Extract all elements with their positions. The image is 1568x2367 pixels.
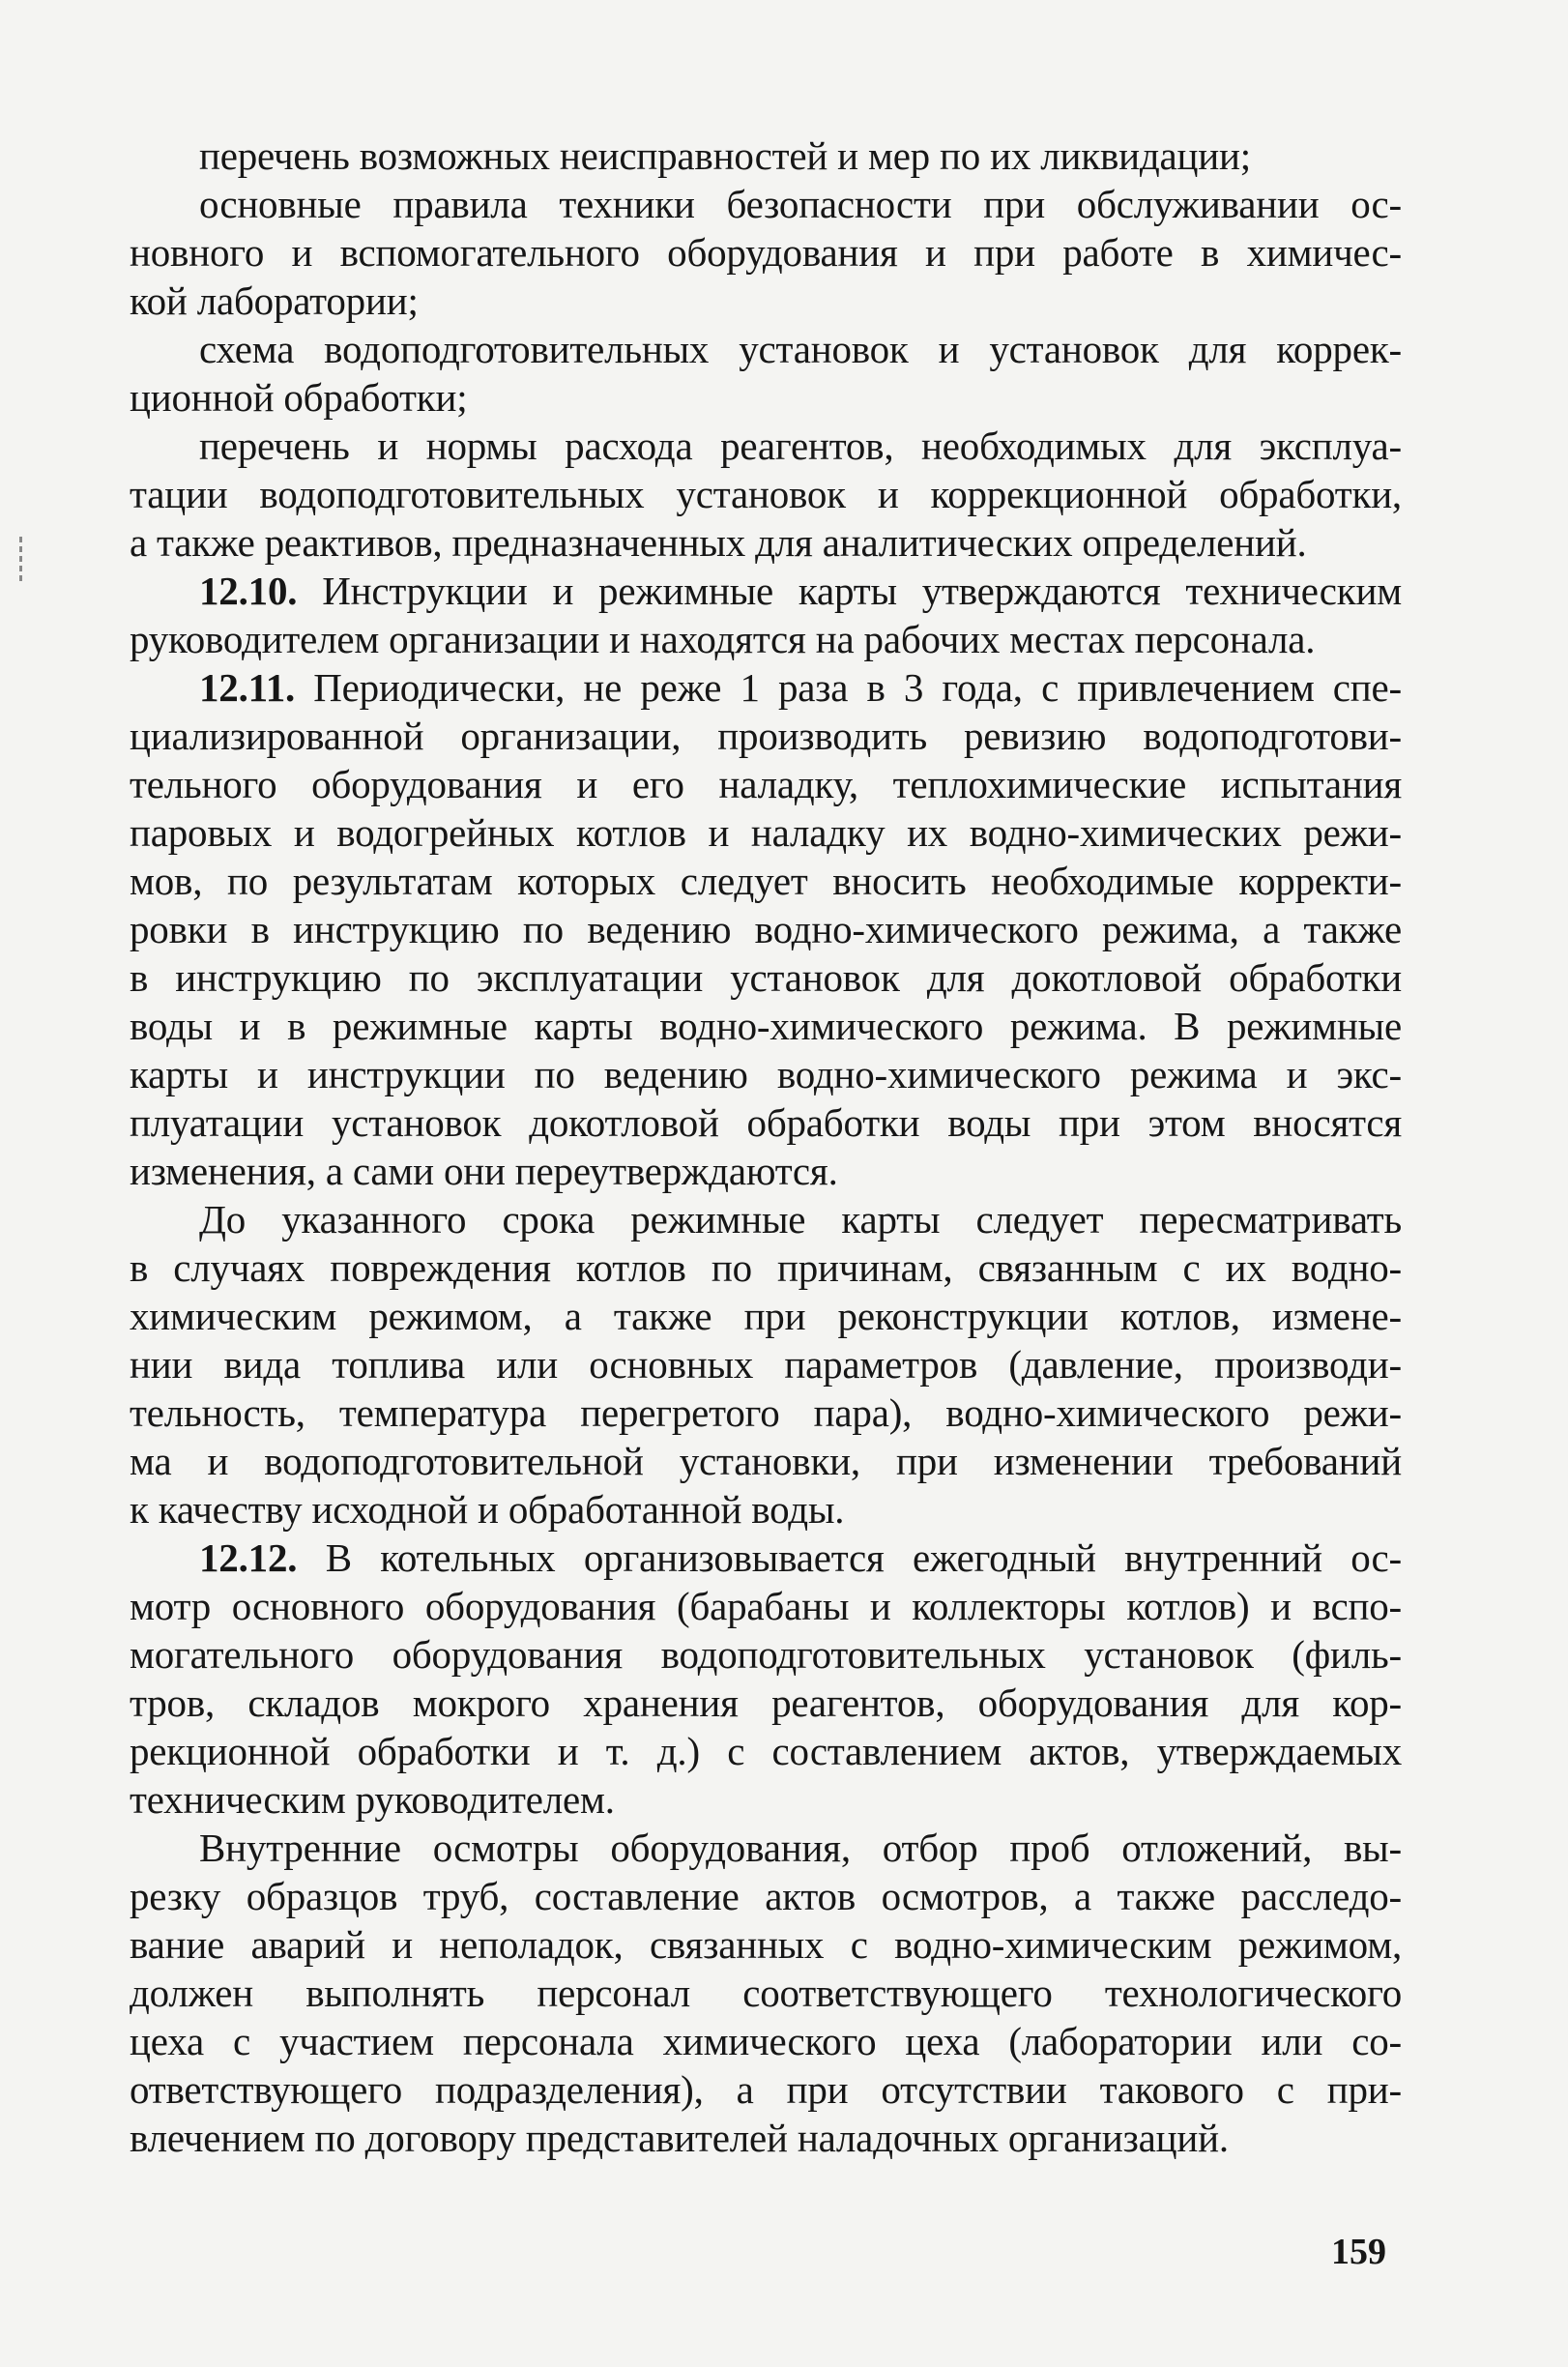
text-line: химическим режимом, а также при реконструкции котлов, измене- (130, 1294, 1402, 1338)
binding-mark (19, 556, 22, 562)
clause-paragraph (130, 567, 1402, 663)
text-line: перечень возможных неисправностей и мер по их ликвидации; (199, 133, 1251, 178)
text-line: тров, складов мокрого хранения реагентов, оборудования для кор- (130, 1680, 1402, 1725)
text-line: До указанного срока режимные карты следует пересматривать (199, 1197, 1402, 1242)
clause-paragraph (130, 1534, 1402, 1824)
text-line: вание аварий и неполадок, связанных с водно-химическим режимом, (130, 1922, 1402, 1967)
text-line (130, 1534, 1402, 1582)
paragraph (130, 132, 1402, 180)
text-line: тельного оборудования и его наладку, теплохимические испытания (130, 762, 1402, 806)
text-line: к качеству исходной и обработанной воды. (130, 1487, 845, 1532)
text-line: циализированной организации, производить ревизию водоподготови- (130, 714, 1402, 758)
text-line: мов, по результатам которых следует вносить необходимые корректи- (130, 859, 1402, 903)
text-line: тельность, температура перегретого пара), водно-химического режи- (130, 1390, 1402, 1435)
clause-text: Инструкции и режимные карты утверждаются техническим (297, 569, 1402, 613)
text-line: ровки в инструкцию по ведению водно-химического режима, а также (130, 907, 1402, 951)
text-line: Внутренние осмотры оборудования, отбор проб отложений, вы- (199, 1826, 1402, 1870)
text-line: основные правила техники безопасности при обслуживании ос- (199, 182, 1402, 226)
clause-text: Периодически, не реже 1 раза в 3 года, с привлечением спе- (295, 665, 1402, 710)
text-line (130, 567, 1402, 615)
text-column (130, 132, 1402, 2162)
text-line: карты и инструкции по ведению водно-химического режима и экс- (130, 1052, 1402, 1096)
text-line: цеха с участием персонала химического цеха (лаборатории или со- (130, 2019, 1402, 2063)
clause-number: 12.11. (199, 665, 296, 710)
clause-number: 12.10. (199, 569, 298, 613)
clause-paragraph (130, 663, 1402, 1195)
binding-mark (19, 546, 22, 552)
text-line: в случаях повреждения котлов по причинам, связанным с их водно- (130, 1245, 1402, 1290)
paragraph (130, 422, 1402, 567)
paragraph (130, 325, 1402, 422)
text-line: руководителем организации и находятся на рабочих местах персонала. (130, 617, 1316, 661)
text-line: перечень и нормы расхода реагентов, необходимых для эксплуа- (199, 424, 1402, 468)
text-line: в инструкцию по эксплуатации установок для докотловой обработки (130, 955, 1402, 1000)
text-line: паровых и водогрейных котлов и наладку их водно-химических режи- (130, 810, 1402, 855)
text-line: новного и вспомогательного оборудования и при работе в химичес- (130, 230, 1402, 275)
clause-text: В котельных организовывается ежегодный внутренний ос- (297, 1535, 1402, 1580)
paragraph (130, 180, 1402, 325)
text-line: тации водоподготовительных установок и коррекционной обработки, (130, 472, 1402, 516)
binding-mark (19, 575, 22, 581)
text-line: влечением по договору представителей наладочных организаций. (130, 2116, 1229, 2160)
text-line: изменения, а сами они переутверждаются. (130, 1149, 838, 1193)
binding-mark (19, 566, 22, 571)
text-line: а также реактивов, предназначенных для аналитических определений. (130, 520, 1307, 565)
text-line: рекционной обработки и т. д.) с составлением актов, утверждаемых (130, 1729, 1402, 1773)
binding-mark (19, 537, 22, 542)
clause-number: 12.12. (199, 1535, 298, 1580)
paragraph (130, 1195, 1402, 1534)
text-line: должен выполнять персонал соответствующего технологического (130, 1971, 1402, 2015)
text-line: схема водоподготовительных установок и установок для коррек- (199, 327, 1402, 371)
text-line: ма и водоподготовительной установки, при изменении требований (130, 1439, 1402, 1483)
text-line: воды и в режимные карты водно-химического режима. В режимные (130, 1004, 1402, 1048)
text-line: плуатации установок докотловой обработки воды при этом вносятся (130, 1100, 1402, 1145)
text-line: нии вида топлива или основных параметров (давление, производи- (130, 1342, 1402, 1387)
page-number: 159 (1331, 2232, 1386, 2272)
text-line: кой лаборатории; (130, 278, 419, 323)
text-line: мотр основного оборудования (барабаны и коллекторы котлов) и вспо- (130, 1584, 1402, 1628)
text-line: ответствующего подразделения), а при отсутствии такового с при- (130, 2067, 1402, 2112)
text-line: ционной обработки; (130, 375, 468, 420)
binding-marks (19, 537, 23, 595)
text-line: резку образцов труб, составление актов осмотров, а также расследо- (130, 1874, 1402, 1918)
text-line: могательного оборудования водоподготовительных установок (филь- (130, 1632, 1402, 1677)
text-line (130, 663, 1402, 712)
text-line: техническим руководителем. (130, 1777, 615, 1822)
paragraph (130, 1824, 1402, 2162)
